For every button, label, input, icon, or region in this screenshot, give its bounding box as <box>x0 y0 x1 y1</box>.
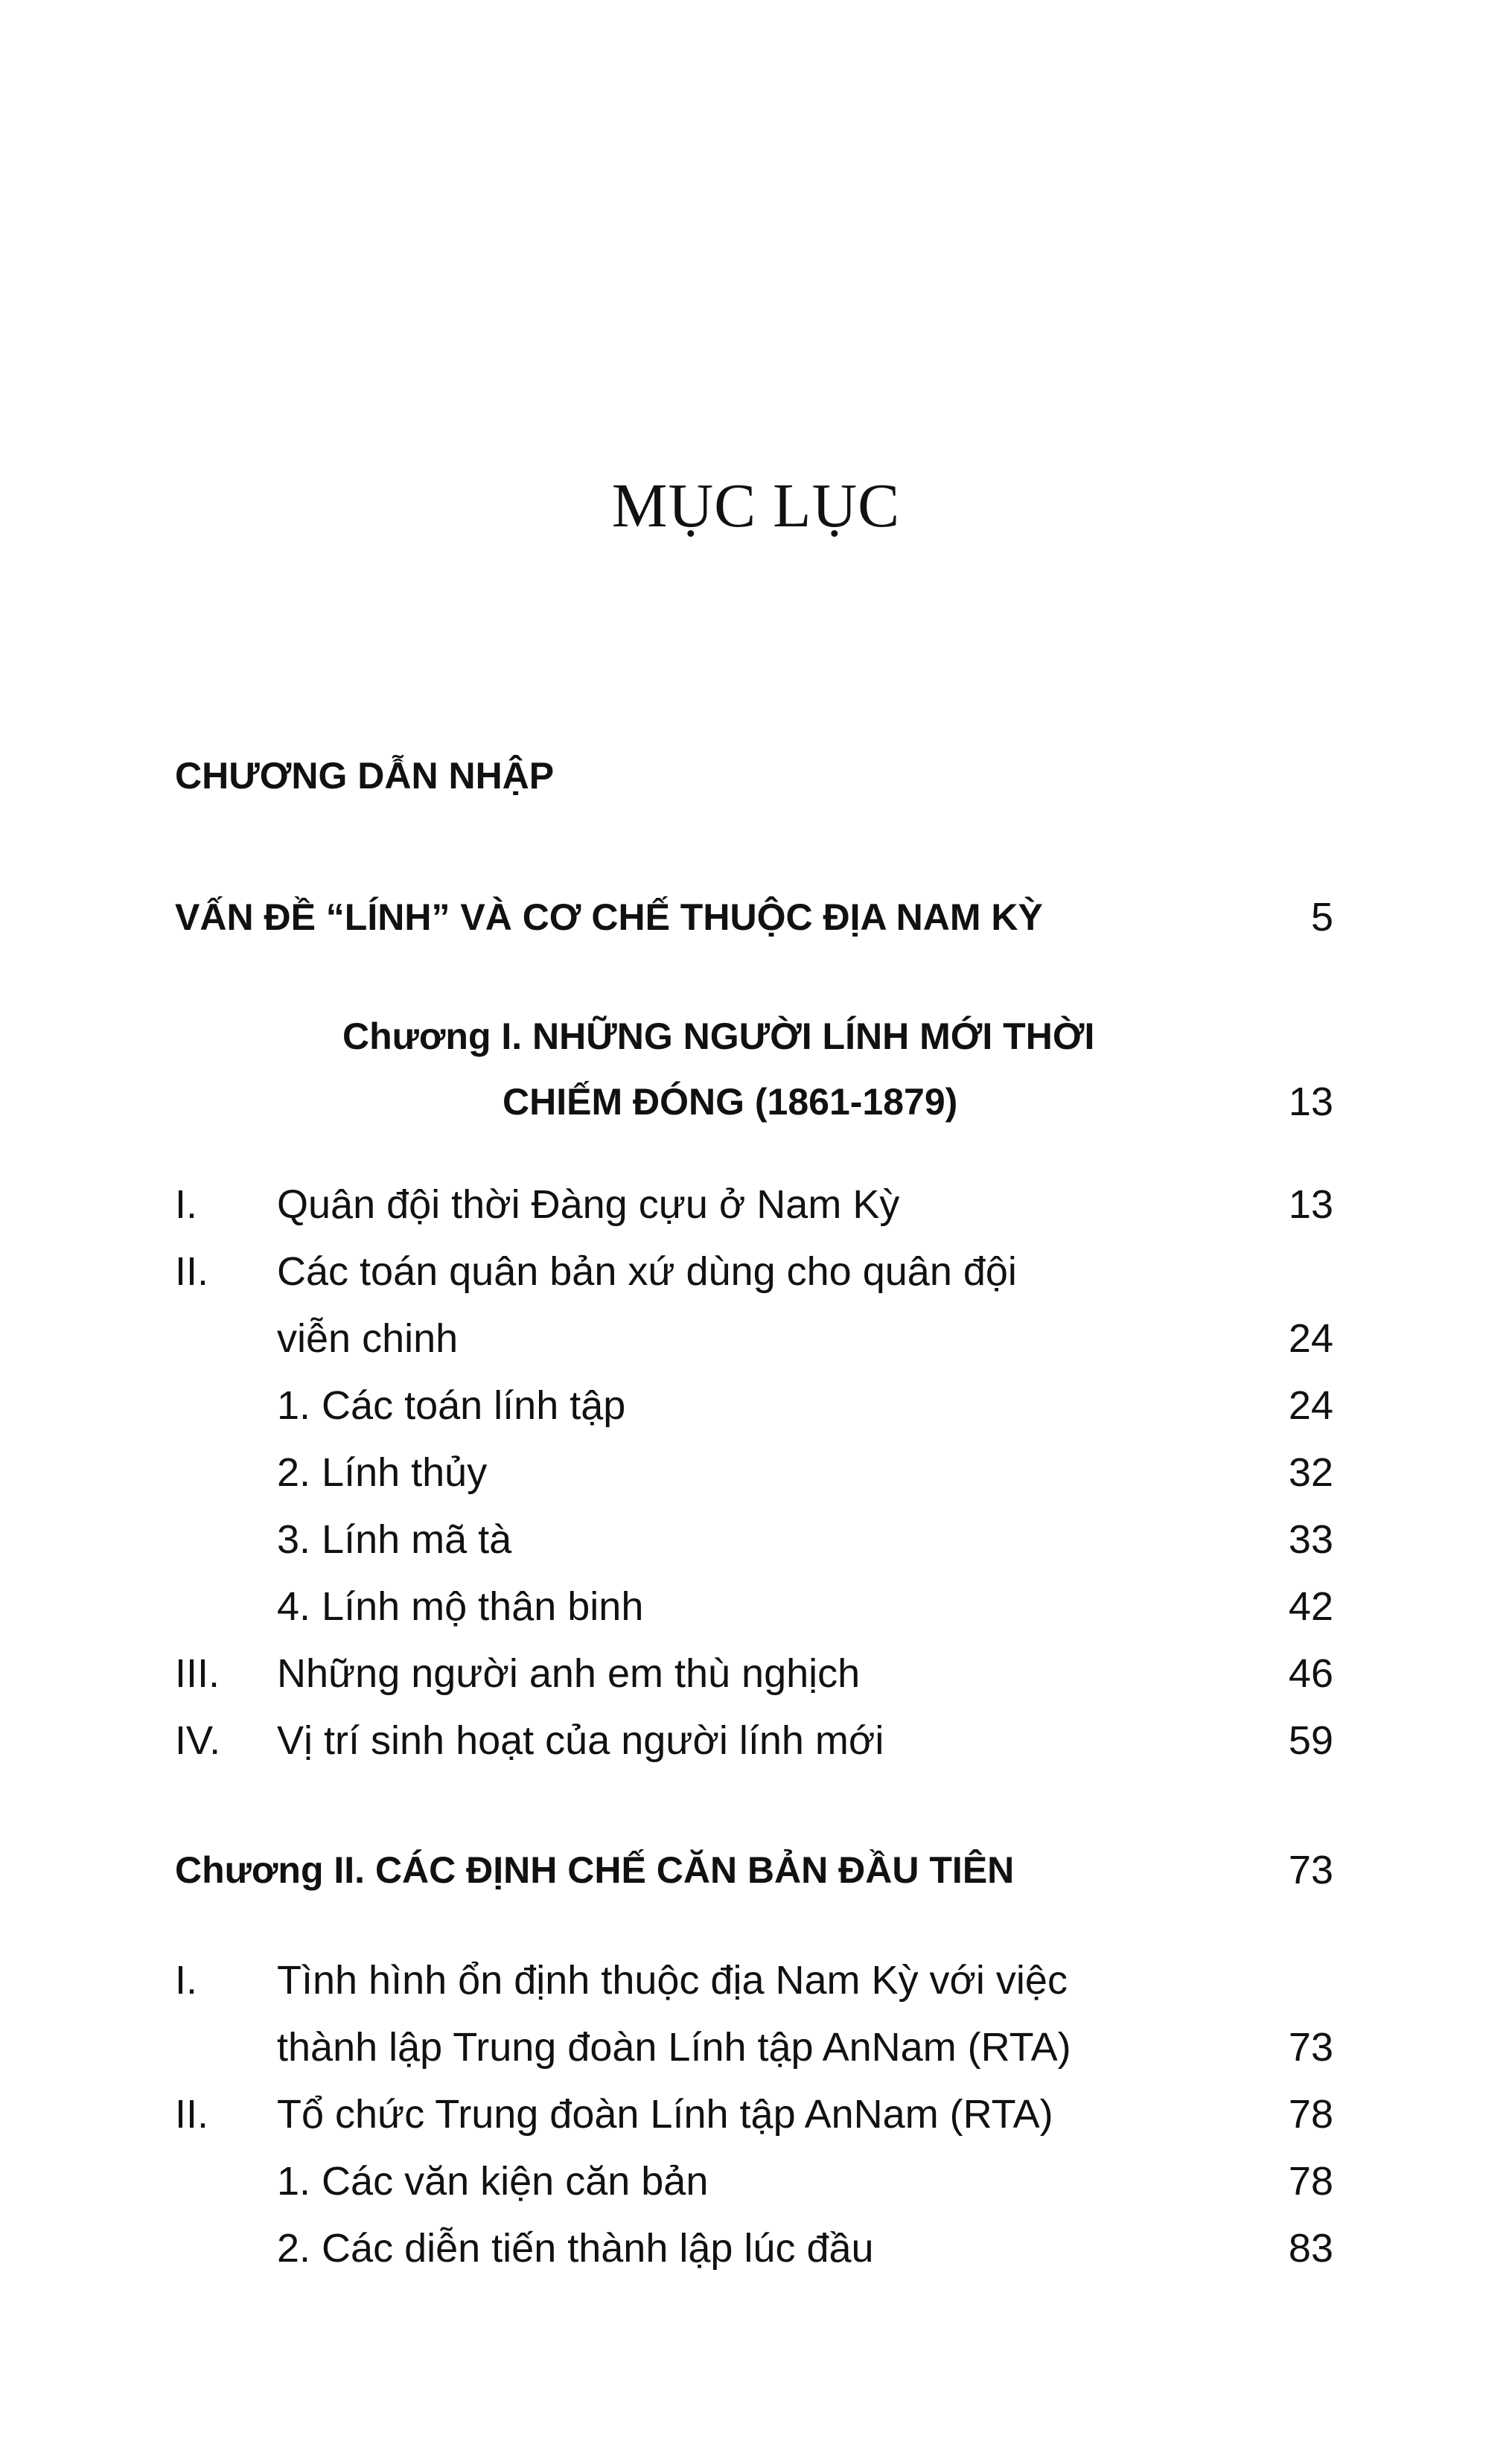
toc-entry-text: Quân đội thời Đàng cựu ở Nam Kỳ <box>277 1182 900 1227</box>
page-title: MỤC LỤC <box>611 471 901 540</box>
toc-entry-page: 46 <box>1288 1651 1333 1696</box>
toc-entry-text: Vị trí sinh hoạt của người lính mới <box>277 1718 884 1763</box>
toc-entry-text: 2. Các diễn tiến thành lập lúc đầu <box>277 2226 874 2271</box>
toc-entry-text: CHIẾM ĐÓNG (1861-1879) <box>503 1081 958 1123</box>
toc-entry-page: 83 <box>1288 2226 1333 2271</box>
toc-entry-page: 5 <box>1310 895 1333 940</box>
toc-entry-page: 59 <box>1288 1718 1333 1763</box>
toc-entry-text: 4. Lính mộ thân binh <box>277 1584 644 1629</box>
toc-entry-text: 3. Lính mã tà <box>277 1517 512 1562</box>
toc-entry-text: thành lập Trung đoàn Lính tập AnNam (RTA) <box>277 2025 1071 2070</box>
toc-entry-page: 13 <box>1288 1182 1333 1227</box>
toc-entry-text: Chương II. CÁC ĐỊNH CHẾ CĂN BẢN ĐẦU TIÊN <box>175 1849 1015 1891</box>
toc-entry-text: Chương I. NHỮNG NGƯỜI LÍNH MỚI THỜI <box>342 1015 1095 1057</box>
toc-entry-text: Tổ chức Trung đoàn Lính tập AnNam (RTA) <box>277 2092 1053 2137</box>
toc-entry-marker: III. <box>175 1651 220 1696</box>
toc-entry-text: 2. Lính thủy <box>277 1450 488 1495</box>
toc-entry-marker: II. <box>175 2092 209 2137</box>
toc-entry-text: 1. Các toán lính tập <box>277 1383 626 1428</box>
toc-entry-marker: II. <box>175 1249 209 1294</box>
toc-entry-page: 24 <box>1288 1316 1333 1361</box>
toc-entry-page: 73 <box>1288 1848 1333 1892</box>
toc-entry-marker: I. <box>175 1182 198 1227</box>
toc-entry-page: 42 <box>1288 1584 1333 1629</box>
toc-entry-text: 1. Các văn kiện căn bản <box>277 2159 709 2204</box>
toc-entry-page: 33 <box>1288 1517 1333 1562</box>
toc-entry-page: 13 <box>1288 1079 1333 1124</box>
toc-entry-marker: IV. <box>175 1718 221 1763</box>
toc-entry-page: 78 <box>1288 2092 1333 2137</box>
toc-entry-text: CHƯƠNG DẪN NHẬP <box>175 755 555 797</box>
toc-entry-text: viễn chinh <box>277 1316 459 1361</box>
toc-entry-text: Các toán quân bản xứ dùng cho quân đội <box>277 1249 1017 1294</box>
toc-entry-page: 24 <box>1288 1383 1333 1428</box>
toc-entry-page: 32 <box>1288 1450 1333 1495</box>
toc-entry-text: VẤN ĐỀ “LÍNH” VÀ CƠ CHẾ THUỘC ĐỊA NAM KỲ <box>175 896 1043 938</box>
toc-entry-text: Những người anh em thù nghịch <box>277 1651 861 1696</box>
toc-entry-page: 73 <box>1288 2025 1333 2070</box>
toc-entry-marker: I. <box>175 1958 198 2003</box>
toc-entry-text: Tình hình ổn định thuộc địa Nam Kỳ với việc <box>277 1958 1068 2003</box>
toc-entry-page: 78 <box>1288 2159 1333 2204</box>
